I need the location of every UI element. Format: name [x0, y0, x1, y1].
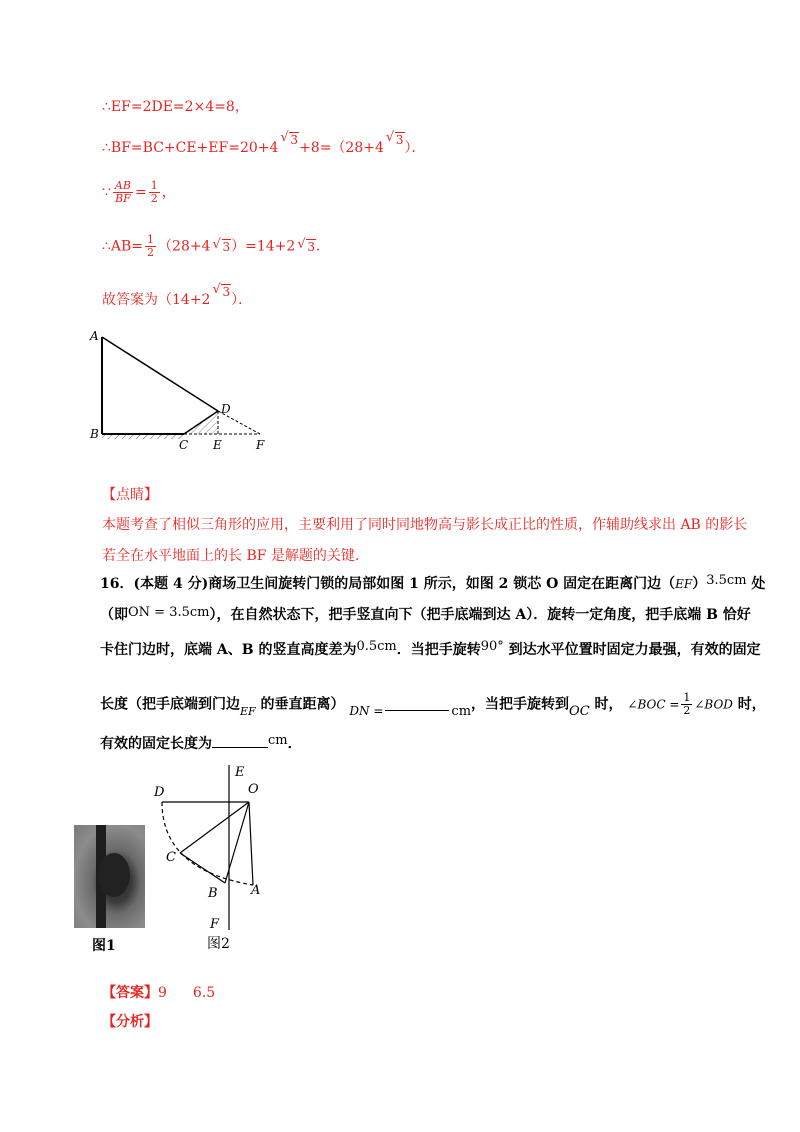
- solution-line-1: [102, 97, 249, 117]
- problem-text: ）: [692, 576, 707, 592]
- problem-text: 时，: [589, 696, 623, 713]
- label-f: F: [256, 438, 265, 452]
- problem-text: 有效的固定长度为: [100, 736, 212, 752]
- sqrt-expression: [386, 130, 405, 150]
- answer-value-1: 9: [158, 985, 167, 1001]
- fraction-denominator: 2: [683, 704, 691, 717]
- label-c: C: [166, 850, 176, 865]
- segment-ad: [102, 337, 218, 411]
- math-unit: cm: [451, 703, 472, 719]
- answer-value-2: 6.5: [192, 985, 216, 1001]
- label-a: A: [251, 883, 261, 898]
- fraction: [681, 692, 692, 717]
- fraction-numerator: 1: [683, 691, 691, 704]
- label-b: B: [90, 427, 99, 441]
- fraction-numerator: AB: [114, 179, 131, 192]
- label-e: E: [213, 438, 222, 452]
- math-ef: EF: [675, 577, 693, 591]
- solution-text: ．: [315, 238, 330, 255]
- math-angle-boc: ∠BOC =: [627, 697, 680, 712]
- label-d: D: [221, 402, 231, 416]
- segment-bc: [180, 853, 225, 883]
- math-degree: 90°: [480, 639, 504, 654]
- math-value: 0.5cm: [356, 639, 397, 654]
- lock-photo: [74, 825, 145, 928]
- problem-text: ，当把手旋转到: [471, 696, 570, 713]
- sqrt-value: 3: [395, 133, 404, 147]
- comment-text-1: 本题考查了相似三角形的应用，主要利用了同时同地物高与影长成正比的性质，作辅助线求出 AB 的影长: [102, 517, 748, 533]
- answer-heading: 【答案】: [102, 985, 158, 1001]
- problem-16-line-1: [100, 574, 765, 595]
- problem-text: ），在自然状态下，把手竖直向下（把手底端到达 A）．旋转一定角度，把手底端 B 恰好: [209, 607, 751, 623]
- math-angle-bod: ∠BOD: [694, 697, 733, 712]
- solution-text: （28+4: [158, 238, 211, 255]
- solution-text: ∴EF=2DE=2×4=8，: [102, 99, 249, 115]
- label-b: B: [208, 886, 218, 901]
- label-f: F: [210, 917, 220, 932]
- math-unit: cm: [268, 733, 288, 748]
- math-value: 3.5cm: [706, 573, 747, 588]
- math-ef: EF: [240, 704, 256, 718]
- problem-text: （即: [100, 607, 128, 623]
- solution-text: ，: [161, 184, 176, 201]
- label-d: D: [154, 785, 165, 800]
- solution-text: 故答案为（14+2: [102, 292, 211, 308]
- math-on-eq: ON = 3.5cm: [128, 605, 210, 620]
- figure-2-lock-diagram: [150, 760, 280, 935]
- fraction-denominator: BF: [115, 192, 131, 205]
- math-oc: OC: [569, 703, 590, 719]
- label-c: C: [179, 438, 189, 452]
- sqrt-expression: [212, 282, 231, 302]
- blank-dn: [385, 710, 449, 711]
- fraction: [149, 180, 160, 205]
- problem-16-line-2: [100, 605, 751, 626]
- analysis-heading: 【分析】: [102, 1014, 158, 1030]
- solution-line-3: [102, 180, 176, 205]
- sqrt-value: 3: [290, 133, 299, 147]
- comment-text-2: 若全在水平地面上的长 BF 是解题的关键.: [102, 548, 360, 564]
- fraction-denominator: 2: [147, 246, 155, 259]
- segment-oa: [249, 802, 253, 885]
- caption-figure-1: 图1: [92, 938, 116, 954]
- problem-text: 时，: [732, 696, 766, 713]
- solution-text: ∴BF=BC+CE+EF=20+4: [102, 140, 279, 156]
- sqrt-value: 3: [307, 239, 315, 254]
- fraction-numerator: 1: [150, 179, 158, 192]
- problem-text: 16．(本题 4 分)商场卫生间旋转门锁的局部如图 1 所示，如图 2 锁芯 O 固定在距离门边（: [100, 576, 676, 592]
- solution-text: ）．: [231, 292, 253, 308]
- fraction: [113, 180, 133, 205]
- sqrt-expression: [297, 237, 316, 257]
- figure-1-triangle-diagram: [80, 325, 300, 460]
- solution-text: +8=（28+4: [299, 140, 384, 156]
- problem-16-line-5: [100, 734, 302, 755]
- label-a: A: [90, 329, 99, 343]
- problem-text: 长度（把手底端到门边: [100, 696, 240, 713]
- comment-heading: 【点睛】: [102, 487, 158, 503]
- solution-text: =: [134, 184, 147, 201]
- sqrt-value: 3: [222, 285, 231, 299]
- label-o: O: [248, 782, 259, 797]
- caption-figure-2: 图2: [207, 936, 230, 952]
- problem-text: 卡住门边时，底端 A、B 的竖直高度差为: [100, 642, 357, 658]
- label-e: E: [235, 765, 245, 780]
- problem-text: 的垂直距离）: [255, 696, 345, 713]
- problem-text: 处: [746, 576, 766, 592]
- fraction: [145, 234, 156, 259]
- solution-line-2: [102, 133, 426, 158]
- solution-text: ）．: [404, 140, 426, 156]
- problem-text: 到达水平位置时固定力最强，有效的固定: [503, 642, 761, 658]
- lock-knob-shape: [98, 853, 130, 897]
- solution-text: ∵: [102, 184, 111, 201]
- problem-16-line-4: [100, 692, 766, 717]
- sqrt-value: 3: [222, 239, 231, 254]
- problem-16-line-3: [100, 640, 761, 661]
- math-dn: DN =: [349, 703, 384, 718]
- problem-text: ．: [287, 736, 302, 752]
- rotation-arc: [162, 802, 253, 885]
- solution-text: ）=14+2: [231, 238, 296, 255]
- solution-line-5: [102, 285, 253, 310]
- sqrt-expression: [280, 130, 299, 150]
- fraction-numerator: 1: [147, 233, 155, 246]
- problem-text: ．当把手旋转: [396, 642, 481, 658]
- sqrt-expression: [213, 237, 232, 257]
- solution-line-4: [102, 234, 330, 259]
- answer-line: [102, 983, 215, 1003]
- blank-answer: [212, 735, 268, 748]
- solution-text: ∴AB=: [102, 238, 144, 255]
- segment-oc: [180, 802, 249, 853]
- fraction-denominator: 2: [150, 192, 158, 205]
